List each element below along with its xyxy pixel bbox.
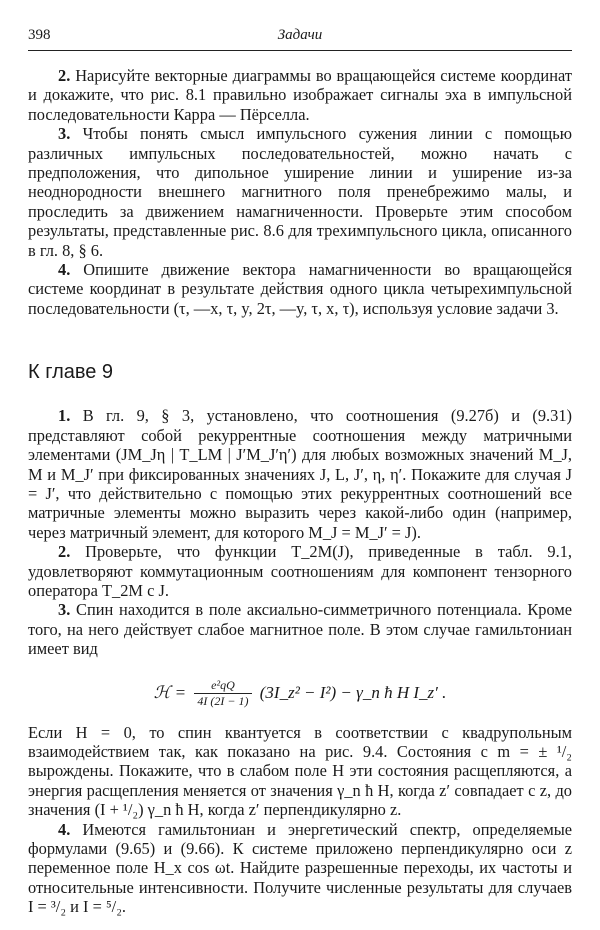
problem-number: 3. [58,124,71,144]
header-rule [28,50,572,51]
problem-number: 4. [58,260,71,280]
page-header [28,27,572,49]
formula-followup: Если H = 0, то спин квантуется в соответствии с квадрупольным взаимодействием так, как показано на рис. 9.4. Состояния с m = ± ¹/₂ вырождены. Покажите, что в слабом поле H эти состояния расщепляются, а энергия расщепления меняется от значения γ_n ħ H, когда z′ совпадает с z, до значения (I + ¹/₂) γ_n ħ H, когда z′ перпендикулярно z. [28,722,572,820]
problem-number: 3. [58,600,71,620]
problem-number: 4. [58,819,71,839]
formula-rhs: (3I_z² − I²) − γ_n ħ H I_z′ . [259,682,447,702]
problem-number: 2. [58,66,71,85]
formula-denominator: 4I (2I − 1) [197,694,249,709]
section-heading: К главе 9 [28,361,114,384]
problem-text: В гл. 9, § 3, установлено, что соотношения (9.27б) и (9.31) представляют собой рекуррентные соотношения между матричными элементами (JM_Jη | T_LM | J′M_J′η′) для любых возможных значений M_J, M и M_J′ при фиксированных значениях J, L, J′, η, η′. Покажите для случая J = J′, что действительно с помощью этих рекуррентных соотношений все матричные элементы можно выразить через какой-либо один (например, через матричный элемент, для которого M_J = M_J′ = J). [28,406,572,542]
problem-9-4 [28,820,572,917]
problem-number: 1. [58,406,71,426]
problem-text: Имеются гамильтониан и энергетический спектр, определяемые формулами (9.65) и (9.66). К системе приложено перпендикулярно оси z переменное поле H_x cos ωt. Найдите разрешенные переходы, их частоты и относительные интенсивности. Получите численные результаты для случаев I = ³/₂ и I = ⁵/₂. [28,819,572,917]
problem-8-2 [28,66,572,124]
problem-number: 2. [58,542,71,562]
page-number: 398 [28,27,51,43]
hamiltonian-formula [28,673,572,713]
problem-8-3 [28,124,572,260]
problem-8-4 [28,260,572,318]
formula-fraction [194,678,251,709]
page-body [28,66,572,917]
problem-text: Нарисуйте векторные диаграммы во вращающейся системе координат и докажите, что рис. 8.1 правильно изображает сигналы эха в импульсной последовательности Карра — Пёрселла. [28,66,572,124]
problem-text: Чтобы понять смысл импульсного сужения линии с помощью различных импульсных последовательностей, можно начать с предположения, что дипольное уширение линии и уширение из-за неоднородности внешнего магнитного поля пренебрежимо малы, и проследить за движением намагниченности. Проверьте этим способом результаты, представленные рис. 8.6 для трехимпульсного цикла, описанного в гл. 8, § 6. [28,124,572,260]
problem-9-3 [28,600,572,658]
problem-text: Спин находится в поле аксиально-симметричного потенциала. Кроме того, на него действует слабое магнитное поле. В этом случае гамильтониан имеет вид [28,600,572,659]
formula-numerator: e²qQ [194,678,251,694]
problem-text: Опишите движение вектора намагниченности во вращающейся системе координат в результате действия одного цикла четырехимпульсной последовательности (τ, —x, τ, y, 2τ, —y, τ, x, τ), используя условие задачи 3. [28,260,572,318]
problem-9-2 [28,542,572,600]
problem-text: Проверьте, что функции T_2M(J), приведенные в табл. 9.1, удовлетворяют коммутационным соотношениям для компонент тензорного оператора T_2M с J. [28,542,572,600]
formula-lhs: ℋ = [153,682,187,702]
problem-9-1 [28,406,572,542]
running-title: Задачи [277,27,323,43]
